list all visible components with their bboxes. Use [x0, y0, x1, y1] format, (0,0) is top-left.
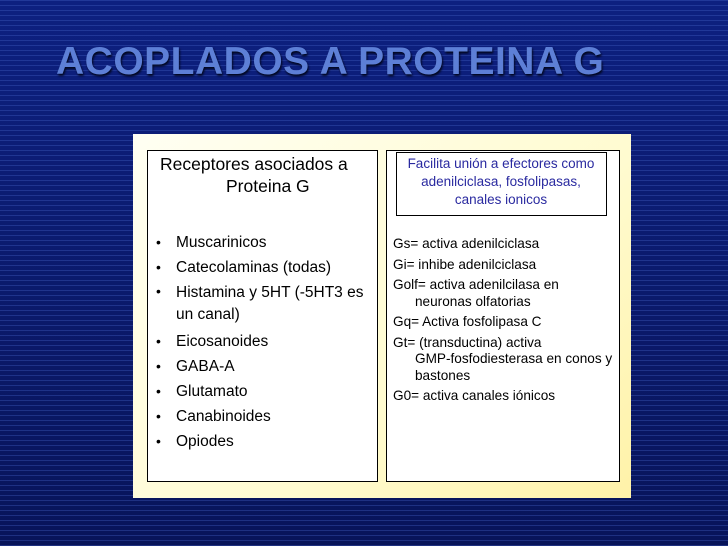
facilita-text: Facilita unión a efectores como adenilciclasa, fosfolipasas, canales ionicos [407, 156, 595, 207]
effector-text: Golf= activa adenilcilasa en [393, 277, 559, 292]
receptor-list [154, 230, 374, 454]
list-item: • Muscarinicos [154, 230, 374, 255]
list-item: • Opiodes [154, 429, 374, 454]
effector-item [393, 335, 615, 385]
list-item: • Catecolaminas (todas) [154, 255, 374, 280]
list-item: • Eicosanoides [154, 329, 374, 354]
receptors-heading [160, 153, 370, 197]
list-item: • Canabinoides [154, 404, 374, 429]
list-item: • GABA-A [154, 354, 374, 379]
effector-text: Gi= inhibe adenilciclasa [393, 256, 537, 272]
list-item: • Histamina y 5HT (-5HT3 es un canal) [154, 280, 374, 329]
effector-item [393, 257, 615, 274]
effector-item [393, 388, 615, 405]
list-item: • Glutamato [154, 379, 374, 404]
receptors-heading-line1: Receptores asociados a [160, 154, 348, 174]
effector-item [393, 314, 615, 331]
effector-text: Gt= (transductina) activa [393, 334, 542, 350]
effector-continuation: GMP-fosfodiesterasa en conos y bastones [415, 351, 613, 383]
effector-item [393, 277, 615, 310]
slide-title: ACOPLADOS A PROTEINA G [56, 40, 605, 83]
receptors-heading-line2: Proteina G [226, 176, 310, 196]
effector-text: G0= activa canales iónicos [393, 388, 556, 403]
effector-text: Gs= activa adenilciclasa [393, 236, 540, 251]
effector-item [393, 236, 615, 253]
effector-text: Gq= Activa fosfolipasa C [393, 314, 542, 329]
effector-continuation: neuronas olfatorias [415, 293, 531, 309]
effector-list [393, 236, 615, 409]
